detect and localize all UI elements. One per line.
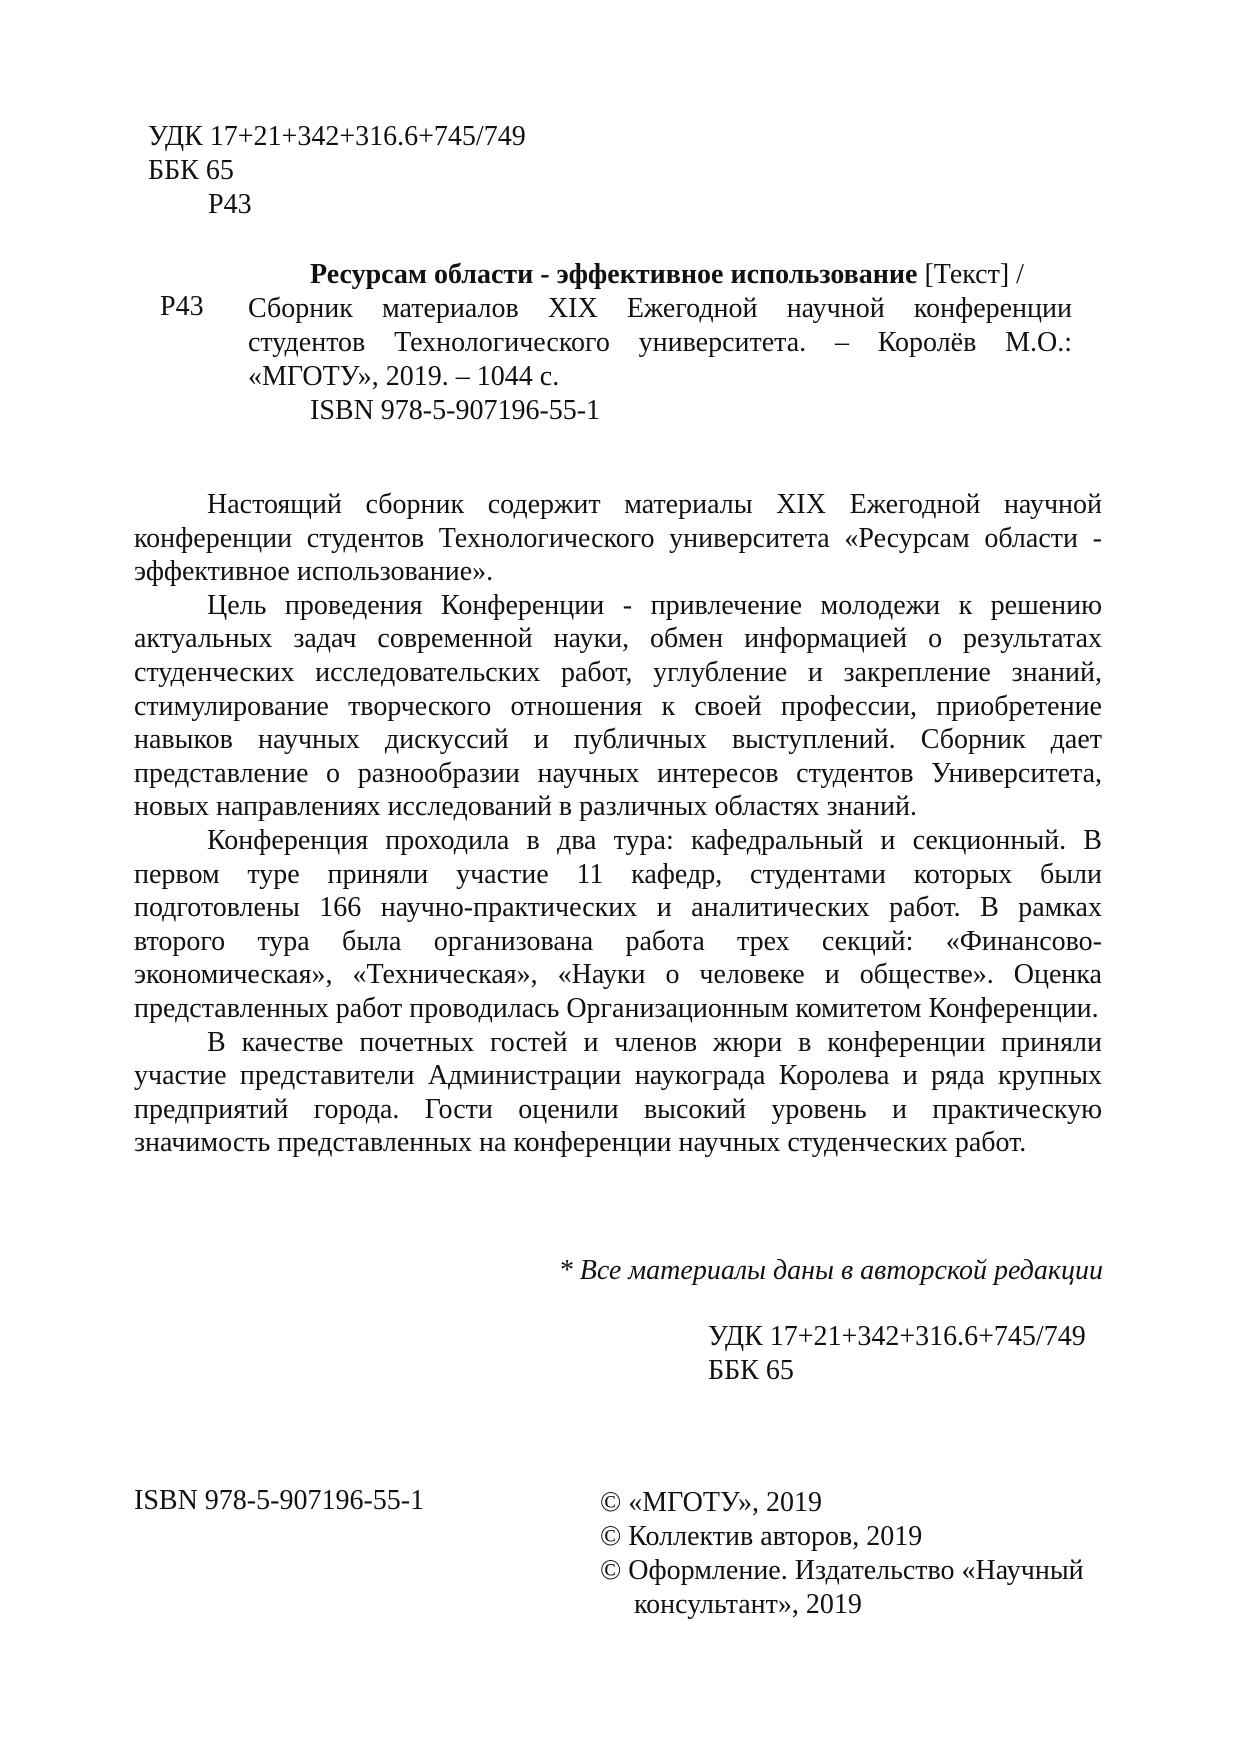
copyright-block bbox=[600, 1486, 1110, 1622]
copyright-line-continuation: консультант», 2019 bbox=[634, 1589, 862, 1620]
bbk-code-bottom: ББК 65 bbox=[708, 1355, 794, 1386]
editorial-note: * Все материалы даны в авторской редакции bbox=[558, 1255, 1103, 1286]
annotation-paragraph: В качестве почетных гостей и членов жюри в конференции приняли участие представители Администрации наукограда Королева и ряда крупных предприятий города. Гости оценили высокий уровень и практическую значимость представленных на конференции научных студенческих работ. bbox=[134, 1026, 1102, 1159]
udk-code-top: УДК 17+21+342+316.6+745/749 bbox=[148, 121, 526, 152]
annotation-paragraph: Настоящий сборник содержит материалы XIX Ежегодной научной конференции студентов Технологического университета «Ресурсам области - эффективное использование». bbox=[134, 489, 1102, 588]
annotation-paragraph: Цель проведения Конференции - привлечение молодежи к решению актуальных задач современной науки, обмен информацией о результатах студенческих исследовательских работ, углубление и закрепление знаний, стимулирование творческого отношения к своей профессии, приобретение навыков научных дискуссий и публичных выступлений. Сборник дает представление о разнообразии научных интересов студентов Университета, новых направлениях исследований в различных областях знаний. bbox=[134, 589, 1102, 823]
record-line-4: «МГОТУ», 2019. – 1044 с. bbox=[248, 361, 560, 392]
isbn-footer: ISBN 978-5-907196-55-1 bbox=[134, 1485, 425, 1516]
record-title-line bbox=[248, 258, 1072, 292]
copyright-line: © Оформление. Издательство «Научный bbox=[600, 1555, 1084, 1586]
record-line-2: Сборник материалов XIX Ежегодной научной конференции bbox=[248, 293, 1072, 324]
annotation bbox=[134, 488, 1102, 1160]
record-title: Ресурсам области - эффективное использование bbox=[310, 259, 918, 290]
record-line-3: студентов Технологического университета. – Королёв М.О.: bbox=[248, 327, 1072, 358]
record-isbn: ISBN 978-5-907196-55-1 bbox=[310, 395, 601, 426]
bbk-code-top: ББК 65 bbox=[148, 155, 234, 186]
udk-code-bottom: УДК 17+21+342+316.6+745/749 bbox=[708, 1321, 1086, 1352]
annotation-paragraph: Конференция проходила в два тура: кафедральный и секционный. В первом туре приняли участие 11 кафедр, студентами которых были подготовлены 166 научно-практических и аналитических работ. В рамках второго тура была организована работа трех секций: «Финансово-экономическая», «Техническая», «Науки о человеке и обществе». Оценка представленных работ проводилась Организационным комитетом Конференции. bbox=[134, 824, 1102, 1024]
record-title-suffix: [Текст] / bbox=[917, 259, 1024, 290]
author-mark-record: Р43 bbox=[160, 291, 204, 322]
copyright-line: © «МГОТУ», 2019 bbox=[600, 1487, 823, 1518]
bibliographic-record bbox=[248, 258, 1072, 428]
author-mark-top: Р43 bbox=[208, 189, 252, 220]
copyright-line: © Коллектив авторов, 2019 bbox=[600, 1521, 923, 1552]
